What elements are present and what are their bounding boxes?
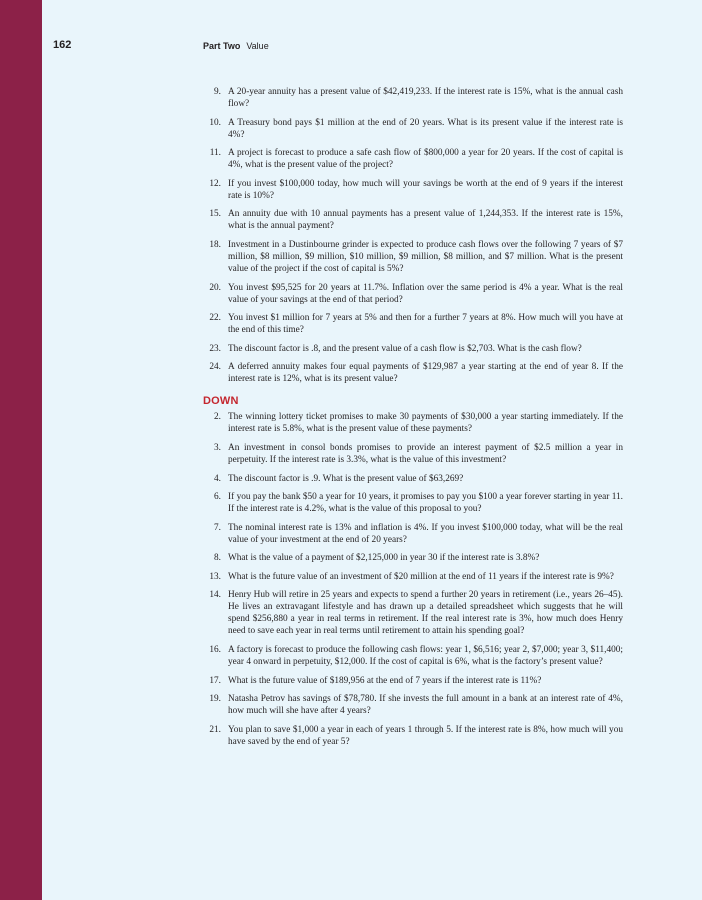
problem-item	[203, 239, 623, 275]
problem-item	[203, 282, 623, 306]
problem-item	[203, 724, 623, 748]
across-problem-list	[203, 86, 623, 385]
problem-text: The nominal interest rate is 13% and inflation is 4%. If you invest $100,000 today, what will be the real value of your investment at the end of 20 years?	[228, 522, 623, 545]
page-number: 162	[53, 39, 72, 51]
problem-item	[203, 571, 623, 583]
problem-item	[203, 361, 623, 385]
problem-item	[203, 312, 623, 336]
problem-text: What is the value of a payment of $2,125,000 in year 30 if the interest rate is 3.8%?	[228, 553, 540, 564]
problem-item	[203, 208, 623, 232]
problem-number: 18.	[209, 239, 221, 250]
problem-item	[203, 147, 623, 171]
problem-item	[203, 589, 623, 637]
problem-number: 22.	[209, 313, 221, 324]
problem-text: A project is forecast to produce a safe cash flow of $800,000 a year for 20 years. If the cost of capital is 4%, what is the present value of the project?	[228, 148, 623, 171]
problem-item	[203, 522, 623, 546]
problem-text: You invest $1 million for 7 years at 5% and then for a further 7 years at 8%. How much will you have at the end of this time?	[228, 313, 623, 336]
problem-text: Investment in a Dustinbourne grinder is expected to produce cash flows over the following 7 years of $7 million, $8 million, $9 million, $10 million, $9 million, $8 million, and $7 million. What is the present value of the project if the cost of capital is 5%?	[228, 239, 623, 275]
problem-number: 3.	[214, 442, 221, 453]
problem-text: An annuity due with 10 annual payments has a present value of 1,244,353. If the interest rate is 15%, what is the annual payment?	[228, 209, 623, 232]
problem-number: 8.	[214, 553, 221, 564]
problem-text: If you invest $100,000 today, how much will your savings be worth at the end of 9 years if the interest rate is 10%?	[228, 178, 623, 201]
problem-number: 24.	[209, 362, 221, 373]
problem-text: What is the future value of an investment of $20 million at the end of 11 years if the interest rate is 9%?	[228, 571, 614, 582]
problem-text: You invest $95,525 for 20 years at 11.7%. Inflation over the same period is 4% a year. What is the real value of your savings at the end of that period?	[228, 282, 623, 305]
problem-number: 14.	[209, 590, 221, 601]
problem-item	[203, 644, 623, 668]
problem-number: 21.	[209, 724, 221, 735]
problem-item	[203, 693, 623, 717]
problem-number: 10.	[209, 117, 221, 128]
problem-text: Natasha Petrov has savings of $78,780. If she invests the full amount in a bank at an interest rate of 4%, how much will she have after 4 years?	[228, 693, 623, 717]
problem-item	[203, 473, 623, 485]
problem-number: 17.	[209, 675, 221, 686]
problem-text: A deferred annuity makes four equal payments of $129,987 a year starting at the end of year 8. If the interest rate is 12%, what is its present value?	[228, 362, 623, 385]
problem-number: 15.	[209, 209, 221, 220]
problem-text: An investment in consol bonds promises to provide an interest payment of $2.5 million a year in perpetuity. If the interest rate is 3.3%, what is the value of this investment?	[228, 442, 623, 466]
problem-item	[203, 442, 623, 466]
down-heading: DOWN	[203, 395, 239, 408]
problem-item	[203, 178, 623, 202]
problem-item	[203, 552, 623, 564]
problem-item	[203, 343, 623, 355]
part-label: Part Two	[203, 41, 241, 51]
problem-number: 13.	[209, 571, 221, 582]
problem-number: 16.	[209, 644, 221, 655]
down-problem-list	[203, 411, 623, 747]
problem-text: A 20-year annuity has a present value of $42,419,233. If the interest rate is 15%, what is the annual cash flow?	[228, 87, 623, 110]
problem-item	[203, 411, 623, 435]
problem-number: 12.	[209, 178, 221, 189]
problem-item	[203, 117, 623, 141]
problem-text: A Treasury bond pays $1 million at the end of 20 years. What is its present value if the interest rate is 4%?	[228, 117, 623, 140]
problem-text: If you pay the bank $50 a year for 10 years, it promises to pay you $100 a year forever starting in year 11. If the interest rate is 4.2%, what is the value of this proposal to you?	[228, 492, 623, 515]
problem-number: 9.	[214, 87, 221, 97]
side-color-band	[0, 0, 42, 900]
problem-item	[203, 86, 623, 110]
problem-number: 20.	[209, 282, 221, 293]
problem-text: A factory is forecast to produce the following cash flows: year 1, $6,516; year 2, $7,000; year 3, $11,400; year 4 onward in perpetuity, $12,000. If the cost of capital is 6%, what is the factory’s present value?	[228, 644, 623, 668]
problem-number: 7.	[214, 522, 221, 533]
problem-text: The winning lottery ticket promises to make 30 payments of $30,000 a year starting immediately. If the interest rate is 5.8%, what is the present value of these payments?	[228, 412, 623, 435]
problem-number: 6.	[214, 492, 221, 503]
problem-number: 23.	[209, 343, 221, 354]
problem-number: 4.	[214, 473, 221, 484]
problem-text: The discount factor is .9. What is the present value of $63,269?	[228, 473, 464, 484]
problem-text: What is the future value of $189,956 at the end of 7 years if the interest rate is 11%?	[228, 675, 542, 686]
problem-text: The discount factor is .8, and the present value of a cash flow is $2,703. What is the cash flow?	[228, 343, 582, 354]
running-head	[203, 41, 269, 51]
problem-number: 19.	[209, 693, 221, 704]
problem-item	[203, 675, 623, 687]
problem-item	[203, 491, 623, 515]
problem-number: 2.	[214, 412, 221, 423]
problem-text: You plan to save $1,000 a year in each of years 1 through 5. If the interest rate is 8%, how much will you have saved by the end of year 5?	[228, 724, 623, 747]
section-title: Value	[246, 41, 269, 51]
problem-number: 11.	[209, 148, 221, 159]
page-content	[203, 86, 623, 754]
problem-text: Henry Hub will retire in 25 years and expects to spend a further 20 years in retirement (i.e., years 26–45). He lives an extravagant lifestyle and has drawn up a detailed spreadsheet which suggests that he will spend $256,880 a year in real terms in retirement. If the real interest rate is 3%, how much does Henry need to save each year in real terms until retirement to attain his spending goal?	[228, 590, 623, 637]
